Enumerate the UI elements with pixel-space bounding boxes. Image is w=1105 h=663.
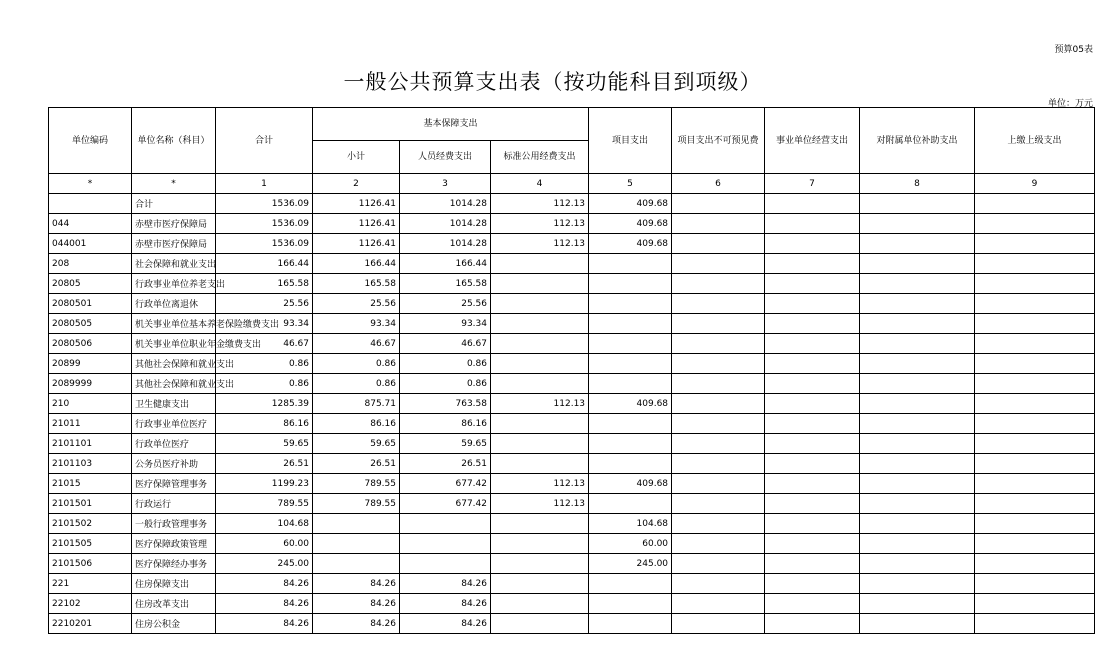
row-value: 86.16 <box>313 414 400 434</box>
page-title: 一般公共预算支出表（按功能科目到项级） <box>343 70 762 94</box>
row-value: 59.65 <box>313 434 400 454</box>
row-name: 社会保障和就业支出 <box>132 254 216 274</box>
index-cell: 3 <box>400 174 491 194</box>
row-value: 86.16 <box>400 414 491 434</box>
row-value <box>975 234 1095 254</box>
row-value: 0.86 <box>216 354 313 374</box>
row-value: 112.13 <box>491 234 589 254</box>
row-value: 26.51 <box>313 454 400 474</box>
unit-label: 单位：万元 <box>1047 99 1093 109</box>
row-value <box>491 354 589 374</box>
table-row <box>49 574 1095 594</box>
row-value <box>860 274 975 294</box>
row-value <box>491 254 589 274</box>
row-value <box>975 274 1095 294</box>
row-value <box>589 574 672 594</box>
row-name: 住房改革支出 <box>132 594 216 614</box>
row-value <box>589 354 672 374</box>
header-subsidy: 对附属单位补助支出 <box>860 108 975 174</box>
row-name: 机关事业单位基本养老保险缴费支出 <box>132 314 216 334</box>
index-cell: 6 <box>672 174 765 194</box>
row-value <box>672 194 765 214</box>
row-value <box>589 374 672 394</box>
row-value: 112.13 <box>491 214 589 234</box>
row-value: 84.26 <box>216 574 313 594</box>
row-name: 公务员医疗补助 <box>132 454 216 474</box>
table-row <box>49 414 1095 434</box>
row-value <box>860 194 975 214</box>
row-value <box>765 414 860 434</box>
row-code: 21015 <box>49 474 132 494</box>
row-value <box>860 534 975 554</box>
row-code: 2101501 <box>49 494 132 514</box>
row-value <box>765 614 860 634</box>
row-code <box>49 194 132 214</box>
row-value: 245.00 <box>589 554 672 574</box>
row-value <box>672 354 765 374</box>
row-value <box>975 354 1095 374</box>
row-value <box>765 594 860 614</box>
table-row <box>49 554 1095 574</box>
row-value: 46.67 <box>216 334 313 354</box>
table-row <box>49 614 1095 634</box>
row-value <box>860 254 975 274</box>
table-row <box>49 294 1095 314</box>
row-value <box>975 414 1095 434</box>
row-value <box>860 314 975 334</box>
row-value: 60.00 <box>589 534 672 554</box>
header-unit-code: 单位编码 <box>49 108 132 174</box>
row-value <box>860 414 975 434</box>
row-value: 93.34 <box>313 314 400 334</box>
table-row <box>49 214 1095 234</box>
row-value <box>589 494 672 514</box>
row-code: 044001 <box>49 234 132 254</box>
row-value <box>672 214 765 234</box>
row-value <box>672 554 765 574</box>
table-row <box>49 354 1095 374</box>
row-value <box>491 554 589 574</box>
row-value: 60.00 <box>216 534 313 554</box>
row-value <box>765 254 860 274</box>
row-value <box>860 614 975 634</box>
row-value: 0.86 <box>216 374 313 394</box>
row-name: 医疗保障管理事务 <box>132 474 216 494</box>
row-name: 一般行政管理事务 <box>132 514 216 534</box>
table-row <box>49 194 1095 214</box>
row-value: 1014.28 <box>400 194 491 214</box>
row-value <box>400 514 491 534</box>
row-value <box>589 254 672 274</box>
row-code: 208 <box>49 254 132 274</box>
row-value: 25.56 <box>216 294 313 314</box>
index-cell: 8 <box>860 174 975 194</box>
row-value: 0.86 <box>400 354 491 374</box>
row-value <box>765 514 860 534</box>
row-code: 2080501 <box>49 294 132 314</box>
row-value <box>765 534 860 554</box>
row-value <box>672 614 765 634</box>
row-value: 875.71 <box>313 394 400 414</box>
row-value: 1126.41 <box>313 194 400 214</box>
row-code: 20899 <box>49 354 132 374</box>
row-value <box>672 434 765 454</box>
row-code: 2089999 <box>49 374 132 394</box>
row-value <box>765 494 860 514</box>
row-value <box>491 314 589 334</box>
row-value <box>765 334 860 354</box>
row-value <box>860 294 975 314</box>
row-value <box>765 274 860 294</box>
row-value <box>860 494 975 514</box>
row-value: 409.68 <box>589 474 672 494</box>
row-value: 46.67 <box>400 334 491 354</box>
row-value <box>313 534 400 554</box>
row-value <box>589 594 672 614</box>
row-value: 26.51 <box>216 454 313 474</box>
row-name: 行政运行 <box>132 494 216 514</box>
row-code: 22102 <box>49 594 132 614</box>
row-name: 其他社会保障和就业支出 <box>132 374 216 394</box>
index-cell: 5 <box>589 174 672 194</box>
table-row <box>49 374 1095 394</box>
row-value: 1126.41 <box>313 214 400 234</box>
row-value: 112.13 <box>491 494 589 514</box>
row-code: 221 <box>49 574 132 594</box>
row-value: 93.34 <box>400 314 491 334</box>
row-value: 789.55 <box>313 494 400 514</box>
header-project: 项目支出 <box>589 108 672 174</box>
row-value <box>672 534 765 554</box>
row-value <box>589 414 672 434</box>
row-value: 86.16 <box>216 414 313 434</box>
row-value <box>765 374 860 394</box>
row-value: 677.42 <box>400 494 491 514</box>
row-name: 赤壁市医疗保障局 <box>132 214 216 234</box>
row-name: 医疗保障政策管理 <box>132 534 216 554</box>
row-value <box>860 554 975 574</box>
row-value <box>975 474 1095 494</box>
row-value: 0.86 <box>313 374 400 394</box>
row-value <box>860 234 975 254</box>
row-value <box>589 334 672 354</box>
row-value <box>400 554 491 574</box>
row-value <box>313 554 400 574</box>
row-code: 044 <box>49 214 132 234</box>
row-value <box>400 534 491 554</box>
row-value <box>860 574 975 594</box>
row-name: 医疗保障经办事务 <box>132 554 216 574</box>
row-value: 112.13 <box>491 194 589 214</box>
row-value <box>491 374 589 394</box>
row-value: 166.44 <box>313 254 400 274</box>
row-value: 1014.28 <box>400 234 491 254</box>
index-cell: * <box>49 174 132 194</box>
row-value <box>860 394 975 414</box>
index-cell: 9 <box>975 174 1095 194</box>
table-row <box>49 494 1095 514</box>
row-value <box>860 354 975 374</box>
row-value: 166.44 <box>216 254 313 274</box>
row-value: 165.58 <box>400 274 491 294</box>
row-value <box>765 394 860 414</box>
row-value <box>975 494 1095 514</box>
row-code: 2080506 <box>49 334 132 354</box>
row-value: 59.65 <box>216 434 313 454</box>
row-value <box>672 454 765 474</box>
row-name: 住房保障支出 <box>132 574 216 594</box>
row-value <box>672 594 765 614</box>
row-value <box>765 354 860 374</box>
row-value <box>491 614 589 634</box>
row-value: 84.26 <box>313 614 400 634</box>
row-name: 合计 <box>132 194 216 214</box>
row-value <box>491 294 589 314</box>
row-value: 763.58 <box>400 394 491 414</box>
row-code: 21011 <box>49 414 132 434</box>
row-value: 104.68 <box>589 514 672 534</box>
row-value <box>589 274 672 294</box>
row-value <box>491 454 589 474</box>
row-value <box>975 574 1095 594</box>
row-value <box>589 434 672 454</box>
row-name: 机关事业单位职业年金缴费支出 <box>132 334 216 354</box>
header-personnel: 人员经费支出 <box>400 141 491 174</box>
row-value <box>672 474 765 494</box>
table-code: 预算05表 <box>1054 45 1093 55</box>
header-basic-support: 基本保障支出 <box>313 108 589 141</box>
row-value: 165.58 <box>313 274 400 294</box>
row-value <box>765 194 860 214</box>
table-row <box>49 474 1095 494</box>
row-value <box>765 574 860 594</box>
table-row <box>49 274 1095 294</box>
row-value: 1014.28 <box>400 214 491 234</box>
table-row <box>49 434 1095 454</box>
table-row <box>49 234 1095 254</box>
row-name: 其他社会保障和就业支出 <box>132 354 216 374</box>
row-value: 46.67 <box>313 334 400 354</box>
row-code: 2101101 <box>49 434 132 454</box>
row-name: 行政事业单位养老支出 <box>132 274 216 294</box>
row-value <box>672 334 765 354</box>
row-value <box>860 594 975 614</box>
row-name: 行政事业单位医疗 <box>132 414 216 434</box>
row-value <box>589 454 672 474</box>
row-name: 卫生健康支出 <box>132 394 216 414</box>
row-value <box>765 234 860 254</box>
row-value: 165.58 <box>216 274 313 294</box>
index-cell: 1 <box>216 174 313 194</box>
row-value: 1536.09 <box>216 234 313 254</box>
row-value: 789.55 <box>313 474 400 494</box>
row-code: 2101506 <box>49 554 132 574</box>
row-value <box>765 314 860 334</box>
row-value: 1199.23 <box>216 474 313 494</box>
row-value <box>860 434 975 454</box>
row-value <box>975 554 1095 574</box>
row-value: 677.42 <box>400 474 491 494</box>
index-row <box>49 174 1095 194</box>
row-value <box>765 214 860 234</box>
row-value <box>672 494 765 514</box>
row-value <box>491 534 589 554</box>
row-value <box>765 434 860 454</box>
index-cell: 7 <box>765 174 860 194</box>
row-value <box>975 314 1095 334</box>
row-code: 2101505 <box>49 534 132 554</box>
row-value <box>860 374 975 394</box>
row-value <box>672 374 765 394</box>
row-value <box>860 514 975 534</box>
row-value <box>975 394 1095 414</box>
row-name: 住房公积金 <box>132 614 216 634</box>
row-value: 409.68 <box>589 234 672 254</box>
header-subtotal: 小计 <box>313 141 400 174</box>
row-value: 25.56 <box>313 294 400 314</box>
row-code: 210 <box>49 394 132 414</box>
row-code: 20805 <box>49 274 132 294</box>
row-value <box>672 394 765 414</box>
row-value <box>765 294 860 314</box>
row-code: 2101103 <box>49 454 132 474</box>
table-row <box>49 314 1095 334</box>
row-value: 84.26 <box>313 574 400 594</box>
row-value <box>765 454 860 474</box>
row-code: 2101502 <box>49 514 132 534</box>
row-value <box>975 534 1095 554</box>
row-name: 行政单位离退休 <box>132 294 216 314</box>
row-value: 112.13 <box>491 474 589 494</box>
row-value <box>672 234 765 254</box>
row-value: 104.68 <box>216 514 313 534</box>
header-total: 合计 <box>216 108 313 174</box>
row-value <box>860 334 975 354</box>
table-row <box>49 534 1095 554</box>
row-value: 0.86 <box>313 354 400 374</box>
row-code: 2080505 <box>49 314 132 334</box>
header-upper: 上缴上级支出 <box>975 108 1095 174</box>
row-value: 84.26 <box>400 574 491 594</box>
row-code: 2210201 <box>49 614 132 634</box>
table-row <box>49 594 1095 614</box>
row-value: 93.34 <box>216 314 313 334</box>
row-value: 166.44 <box>400 254 491 274</box>
row-value <box>672 294 765 314</box>
budget-table <box>48 107 1095 634</box>
row-value: 25.56 <box>400 294 491 314</box>
header-unit-name: 单位名称（科目） <box>132 108 216 174</box>
row-value <box>589 294 672 314</box>
row-value <box>672 254 765 274</box>
row-value: 84.26 <box>313 594 400 614</box>
index-cell: * <box>132 174 216 194</box>
row-value <box>860 214 975 234</box>
row-value: 59.65 <box>400 434 491 454</box>
row-name: 行政单位医疗 <box>132 434 216 454</box>
header-unforeseen: 项目支出不可预见费 <box>672 108 765 174</box>
row-value <box>975 594 1095 614</box>
row-value: 84.26 <box>400 594 491 614</box>
row-value <box>589 314 672 334</box>
row-value <box>672 574 765 594</box>
row-value: 84.26 <box>216 594 313 614</box>
row-value <box>491 334 589 354</box>
row-value <box>975 514 1095 534</box>
row-value: 409.68 <box>589 194 672 214</box>
row-value <box>975 434 1095 454</box>
index-cell: 2 <box>313 174 400 194</box>
table-row <box>49 394 1095 414</box>
row-value <box>589 614 672 634</box>
row-value <box>975 294 1095 314</box>
row-value: 1536.09 <box>216 194 313 214</box>
row-value <box>491 274 589 294</box>
table-row <box>49 254 1095 274</box>
index-cell: 4 <box>491 174 589 194</box>
row-value <box>491 594 589 614</box>
row-value <box>975 254 1095 274</box>
row-value <box>672 514 765 534</box>
table-body <box>49 194 1095 634</box>
row-value <box>491 514 589 534</box>
row-value <box>491 414 589 434</box>
row-value: 409.68 <box>589 394 672 414</box>
row-value: 26.51 <box>400 454 491 474</box>
row-value: 245.00 <box>216 554 313 574</box>
row-value <box>765 554 860 574</box>
table-row <box>49 454 1095 474</box>
row-value <box>491 434 589 454</box>
row-value <box>975 614 1095 634</box>
table-row <box>49 514 1095 534</box>
row-value <box>672 414 765 434</box>
row-value <box>975 374 1095 394</box>
row-value <box>975 194 1095 214</box>
row-value: 1285.39 <box>216 394 313 414</box>
row-value: 1126.41 <box>313 234 400 254</box>
row-value <box>860 474 975 494</box>
row-value <box>672 274 765 294</box>
row-value: 409.68 <box>589 214 672 234</box>
row-value <box>975 334 1095 354</box>
row-value <box>975 454 1095 474</box>
row-value: 84.26 <box>400 614 491 634</box>
header-operating: 事业单位经营支出 <box>765 108 860 174</box>
row-value: 112.13 <box>491 394 589 414</box>
row-value: 84.26 <box>216 614 313 634</box>
row-value <box>860 454 975 474</box>
row-value <box>765 474 860 494</box>
header-standard: 标准公用经费支出 <box>491 141 589 174</box>
row-value: 1536.09 <box>216 214 313 234</box>
row-value <box>975 214 1095 234</box>
row-value: 789.55 <box>216 494 313 514</box>
row-name: 赤壁市医疗保障局 <box>132 234 216 254</box>
row-value: 0.86 <box>400 374 491 394</box>
row-value <box>491 574 589 594</box>
row-value <box>313 514 400 534</box>
table-row <box>49 334 1095 354</box>
row-value <box>672 314 765 334</box>
